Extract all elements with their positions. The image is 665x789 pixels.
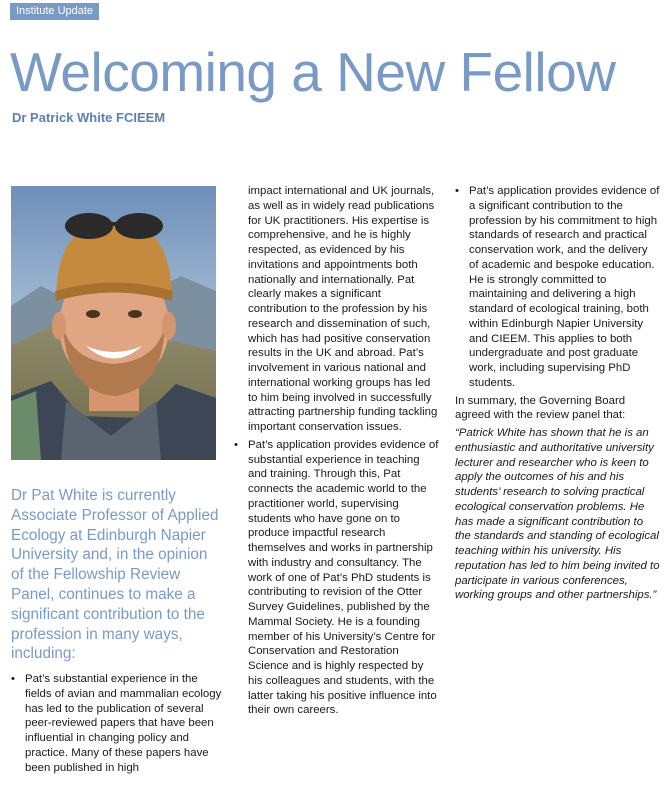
byline: Dr Patrick White FCIEEM — [12, 110, 166, 125]
summary-text: In summary, the Governing Board agreed with the review panel that: — [455, 394, 626, 422]
bullet-research: • Pat’s substantial experience in the fields of avian and mammalian ecology has led to the publication of several peer-reviewed papers that have been influential in changing policy and practice. Many of these papers have been published in high — [11, 672, 223, 775]
column-2 — [234, 184, 441, 718]
bullet-research-continued: impact international and UK journals, as well as in widely read publications for UK practitioners. His expertise is comprehensive, and he is highly respected, as evidenced by his invitations and appointments both nationally and internationally. Pat clearly makes a significant contribution to the profession by his research and dissemination of such, which has had positive conservation results in the UK and abroad. Pat’s involvement in various national and international working groups has led to him being involved in successfully attracting partnership funding tackling important conservation issues. — [248, 185, 438, 433]
bullet-standards: • Pat’s application provides evidence of a significant contribution to the profession by his commitment to high standards of research and practical conservation work, and the delivery of academic and bespoke education. He is strongly committed to maintaining and delivering a high standard of ecological training, both within Edinburgh Napier University and CIEEM. This applies to both undergraduate and post graduate work, including supervising PhD students. — [455, 184, 660, 391]
column-1 — [11, 672, 223, 775]
intro-text: Dr Pat White is currently Associate Professor of Applied Ecology at Edinburgh Napier University and, in the opinion of the Fellowship Review Panel, continues to make a significant contribution to the profession in many ways, including: — [11, 487, 219, 663]
page-title: Welcoming a New Fellow — [10, 41, 616, 103]
portrait-photo — [11, 186, 216, 460]
column-3 — [455, 184, 660, 603]
panel-quote: “Patrick White has shown that he is an enthusiastic and authoritative university lecturer and researcher who is keen to apply the outcomes of his and his students’ research to solving practical ecological conservation problems. He has made a significant contribution to the standards and standing of ecological teaching within his university. His reputation has led to him being invited to participate in various conferences, working groups and other partnerships.” — [455, 427, 660, 602]
bullet-teaching: • Pat’s application provides evidence of substantial experience in teaching and training. Through this, Pat connects the academic world to the practitioner world, supervising students who have gone on to produce impactful research themselves and works in partnership with industry and consultancy. The work of one of Pat’s PhD students is contributing to revision of the Otter Survey Guidelines, published by the Mammal Society. He is a founding member of his University’s Centre for Conservation and Restoration Science and is highly respected by his colleagues and students, with the latter taking his positive influence into their own careers. — [234, 438, 441, 718]
section-tag: Institute Update — [10, 3, 99, 20]
